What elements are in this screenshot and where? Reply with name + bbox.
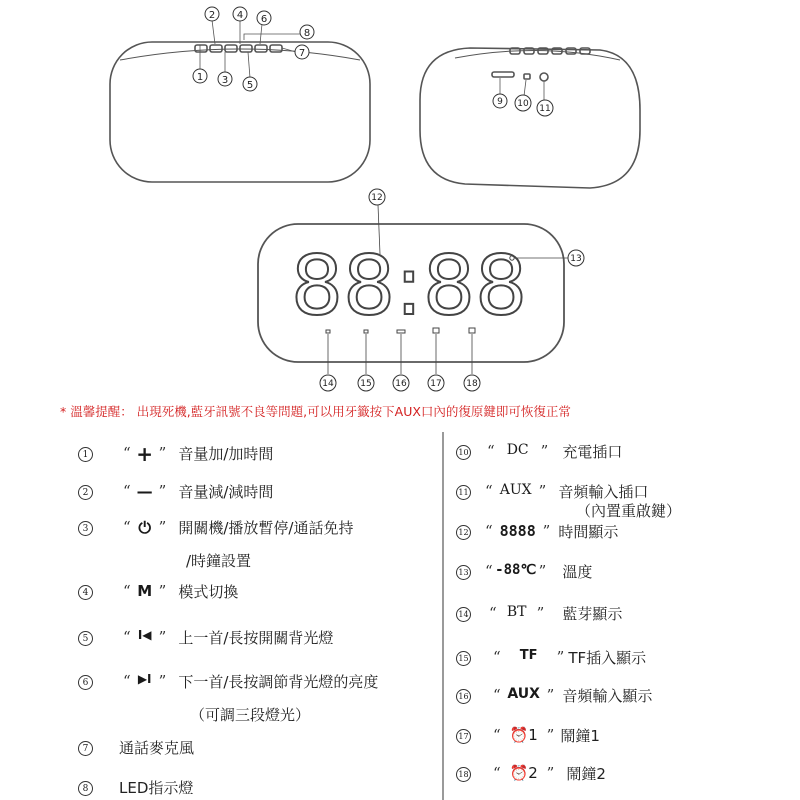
legend-item-1: 1 “ + ” 音量加/加時間 — [78, 444, 273, 464]
legend-item-5: 5 “ I◀ ” 上一首/長按開關背光燈 — [78, 628, 333, 648]
display-drawing — [258, 205, 568, 374]
item-desc: 充電插口 — [562, 443, 623, 461]
temperature-label: -88℃ — [495, 562, 537, 578]
item-number: 4 — [78, 585, 93, 600]
legend-item-16: 16 “ AUX ” 音頻輸入顯示 — [456, 686, 652, 706]
item-desc: 下一首/長按調節背光燈的亮度 — [178, 673, 379, 691]
item-number: 15 — [456, 651, 471, 666]
callout-5: 5 — [246, 80, 254, 91]
item-desc: 音量減/減時間 — [178, 483, 274, 501]
item-number: 7 — [78, 741, 93, 756]
item-desc: 音頻輸入顯示 — [562, 687, 653, 705]
legend-item-2: 2 “ — ” 音量減/減時間 — [78, 482, 273, 502]
legend-item-6: 6 “ ▶I ” 下一首/長按調節背光燈的亮度 — [78, 672, 378, 692]
item-number: 1 — [78, 447, 93, 462]
item-desc: TF插入顯示 — [568, 649, 647, 667]
legend-item-7 — [78, 738, 194, 758]
item-desc-continued: （可調三段燈光） — [190, 706, 311, 724]
mode-icon: M — [137, 582, 153, 600]
item-desc: 上一首/長按開關背光燈 — [178, 629, 334, 647]
legend-item-13: 13 “ -88℃ ” 溫度 — [456, 562, 592, 582]
callout-13: 13 — [570, 254, 582, 264]
item-desc: 音頻輸入插口 — [558, 483, 649, 501]
dc-label: DC — [506, 442, 529, 458]
alarm-clock-1-icon: ⏰1 — [509, 726, 538, 744]
legend-item-18: 18 “ ⏰2 ” 鬧鐘2 — [456, 764, 606, 784]
item-desc: 鬧鐘1 — [560, 727, 600, 745]
callout-14: 14 — [322, 379, 334, 389]
item-desc: LED指示燈 — [119, 779, 194, 797]
item-desc: 溫度 — [562, 563, 593, 581]
aux-port-label: AUX — [499, 482, 532, 498]
legend-item-15: 15 “ TF ” TF插入顯示 — [456, 648, 646, 668]
legend-item-8 — [78, 778, 193, 798]
item-number: 17 — [456, 729, 471, 744]
aux-display-label: AUX — [507, 686, 540, 702]
item-desc: 音量加/加時間 — [178, 445, 274, 463]
power-icon: ⏻ — [138, 518, 151, 537]
callout-16: 16 — [395, 379, 407, 389]
plus-icon: + — [136, 442, 154, 466]
callout-3: 3 — [221, 75, 229, 86]
minus-icon: — — [136, 482, 153, 501]
item-number: 18 — [456, 767, 471, 782]
callout-15: 15 — [360, 379, 372, 389]
warning-note: * 溫馨提醒： 出現死機,藍牙訊號不良等問題,可以用牙籤按下AUX口內的復原鍵即可恢復正常 — [60, 404, 571, 419]
item-desc: 時間顯示 — [558, 523, 619, 541]
item-number: 12 — [456, 525, 471, 540]
item-number: 10 — [456, 445, 471, 460]
callout-12: 12 — [371, 193, 383, 203]
item-number: 11 — [456, 485, 471, 500]
callout-9: 9 — [497, 97, 503, 107]
item-desc: 鬧鐘2 — [566, 765, 606, 783]
item-number: 5 — [78, 631, 93, 646]
alarm-clock-2-icon: ⏰2 — [509, 764, 538, 782]
tf-label: TF — [519, 648, 538, 663]
speaker-back-drawing — [420, 48, 640, 188]
previous-track-icon: I◀ — [137, 628, 152, 642]
callout-10: 10 — [517, 99, 529, 109]
legend-item-12: 12 “ 8888 ” 時間顯示 — [456, 522, 618, 542]
callout-8: 8 — [303, 28, 311, 39]
callout-17: 17 — [430, 379, 442, 389]
item-desc: 開關機/播放暫停/通話免持 — [178, 519, 354, 537]
speaker-front-drawing — [110, 20, 370, 182]
callout-2: 2 — [208, 10, 216, 21]
item-number: 14 — [456, 607, 471, 622]
item-number: 16 — [456, 689, 471, 704]
item-desc: 模式切換 — [178, 583, 239, 601]
callout-7: 7 — [298, 48, 306, 59]
callout-18: 18 — [466, 379, 478, 389]
item-desc-continued: （內置重啟鍵） — [576, 502, 682, 520]
legend-item-10: 10 “ DC ” 充電插口 — [456, 442, 622, 462]
callout-1: 1 — [196, 72, 204, 83]
item-number: 8 — [78, 781, 93, 796]
legend-item-17: 17 “ ⏰1 ” 鬧鐘1 — [456, 726, 600, 746]
time-digits-label: 8888 — [499, 522, 536, 540]
legend-item-3: 3 “ ⏻ ” 開關機/播放暫停/通話免持 — [78, 518, 353, 538]
legend-item-14: 14 “ BT ” 藍芽顯示 — [456, 604, 622, 624]
callout-11: 11 — [539, 104, 551, 114]
callout-6: 6 — [260, 14, 268, 25]
callout-4: 4 — [236, 10, 244, 21]
bt-label: BT — [506, 604, 527, 620]
item-number: 2 — [78, 485, 93, 500]
item-desc-continued: /時鐘設置 — [186, 552, 252, 570]
column-divider — [442, 432, 444, 800]
item-number: 13 — [456, 565, 471, 580]
clock-digits: 88:88 — [290, 239, 528, 334]
item-number: 6 — [78, 675, 93, 690]
item-number: 3 — [78, 521, 93, 536]
legend-item-4: 4 “ M ” 模式切換 — [78, 582, 238, 602]
item-desc: 藍芽顯示 — [562, 605, 623, 623]
next-track-icon: ▶I — [137, 672, 152, 686]
legend-item-11: 11 “ AUX ” 音頻輸入插口 — [456, 482, 648, 502]
item-desc: 通話麥克風 — [119, 739, 195, 757]
